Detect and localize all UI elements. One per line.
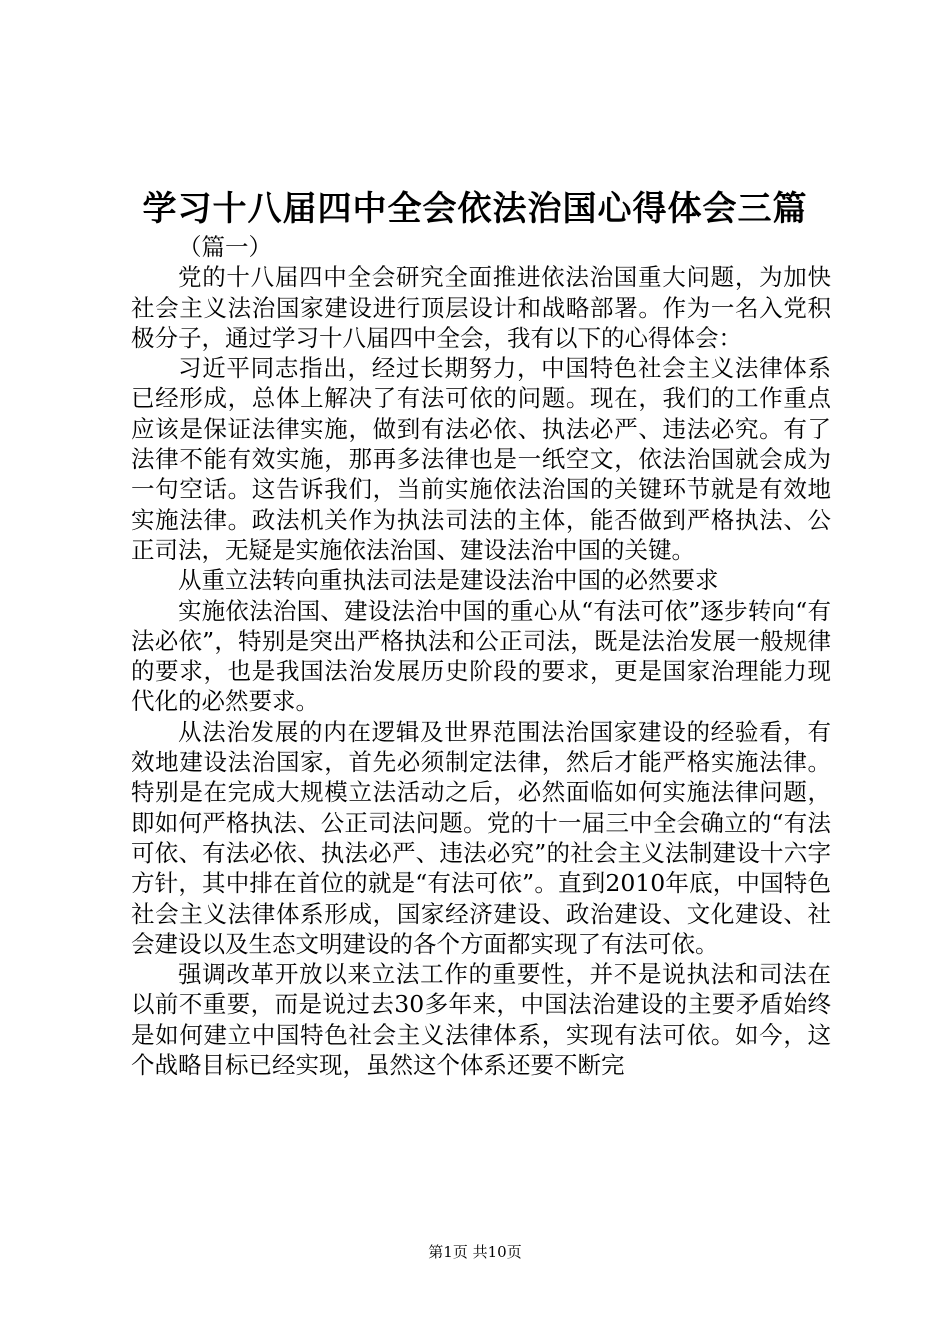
paragraph-1: 党的十八届四中全会研究全面推进依法治国重大问题，为加快社会主义法治国家建设进行顶层设计和战略部署。作为一名入党积极分子，通过学习十八届四中全会，我有以下的心得体会： [131, 263, 831, 352]
paragraph-2: 习近平同志指出，经过长期努力，中国特色社会主义法律体系已经形成，总体上解决了有法可依的问题。现在，我们的工作重点应该是保证法律实施，做到有法必依、执法必严、违法必究。有了法律不能有效实施，那再多法律也是一纸空文，依法治国就会成为一句空话。这告诉我们，当前实施依法治国的关键环节就是有效地实施法律。政法机关作为执法司法的主体，能否做到严格执法、公正司法，无疑是实施依法治国、建设法治中国的关键。 [131, 354, 831, 564]
paragraph-4: 从法治发展的内在逻辑及世界范围法治国家建设的经验看，有效地建设法治国家，首先必须制定法律，然后才能严格实施法律。特别是在完成大规模立法活动之后，必然面临如何实施法律问题，即如何严格执法、公正司法问题。党的十一届三中全会确立的“有法可依、有法必依、执法必严、违法必究”的社会主义法制建设十六字方针，其中排在首位的就是“有法可依”。直到2010年底，中国特色社会主义法律体系形成，国家经济建设、政治建设、文化建设、社会建设以及生态文明建设的各个方面都实现了有法可依。 [131, 717, 831, 958]
paragraph-3: 实施依法治国、建设法治中国的重心从“有法可依”逐步转向“有法必依”，特别是突出严格执法和公正司法，既是法治发展一般规律的要求，也是我国法治发展历史阶段的要求，更是国家治理能力现代化的必然要求。 [131, 596, 831, 716]
page-footer: 第1页 共10页 [428, 1243, 522, 1261]
section-label: （篇一） [178, 233, 272, 261]
document-body [131, 232, 831, 1080]
paragraph-5: 强调改革开放以来立法工作的重要性，并不是说执法和司法在以前不重要，而是说过去30多年来，中国法治建设的主要矛盾始终是如何建立中国特色社会主义法律体系，实现有法可依。如今，这个战略目标已经实现，虽然这个体系还要不断完 [131, 960, 831, 1080]
document-title: 学习十八届四中全会依法治国心得体会三篇 [142, 189, 808, 229]
section-heading: 从重立法转向重执法司法是建设法治中国的必然要求 [178, 566, 719, 595]
